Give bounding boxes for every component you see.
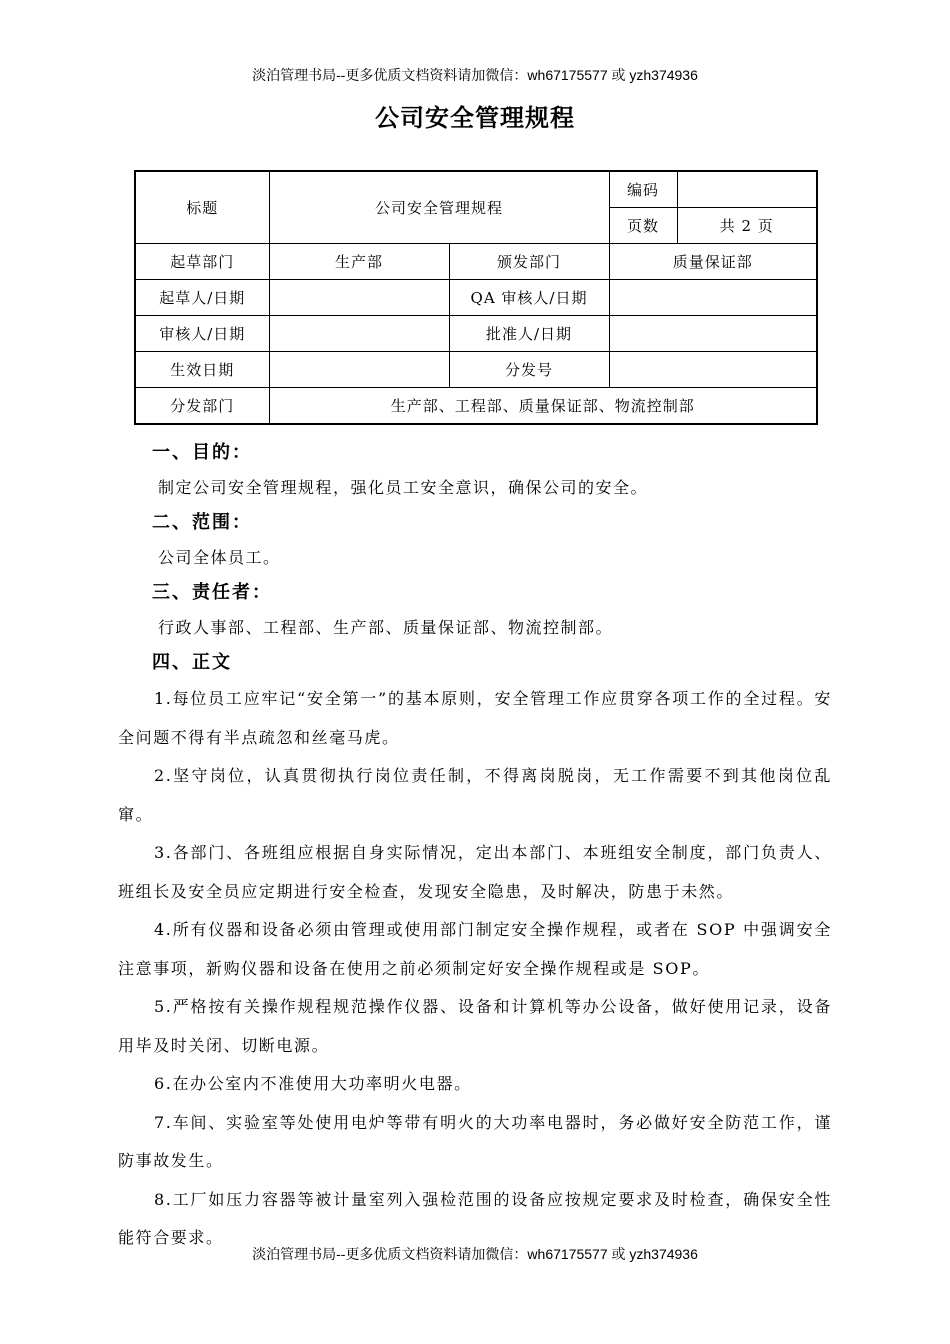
paragraph-6: 6.在办公室内不准使用大功率明火电器。 xyxy=(154,1074,472,1093)
scope-heading: 二、范围： xyxy=(152,512,252,533)
qa-reviewer-value-cell xyxy=(609,280,817,316)
paragraph-7: 7.车间、实验室等处使用电炉等带有明火的大功率电器时，务必做好安全防范工作，谨防事故发生。 xyxy=(118,1112,832,1170)
pages-label-cell: 页数 xyxy=(609,208,677,244)
title-label-cell: 标题 xyxy=(135,171,269,244)
reviewer-label-cell: 审核人/日期 xyxy=(135,316,269,352)
qa-reviewer-label-cell: QA 审核人/日期 xyxy=(449,280,609,316)
paragraph-4: 4.所有仪器和设备必须由管理或使用部门制定安全操作规程，或者在 SOP 中强调安全注意事项，新购仪器和设备在使用之前必须制定好安全操作规程或是 SOP。 xyxy=(118,920,832,978)
paragraph-1: 1.每位员工应牢记“安全第一”的基本原则，安全管理工作应贯穿各项工作的全过程。安全问题不得有半点疏忽和丝毫马虎。 xyxy=(118,689,832,747)
distribution-dept-label-cell: 分发部门 xyxy=(135,388,269,425)
drafter-label-cell: 起草人/日期 xyxy=(135,280,269,316)
pages-value-cell: 共 2 页 xyxy=(677,208,817,244)
draft-dept-label-cell: 起草部门 xyxy=(135,244,269,280)
main-text-heading: 四、正文 xyxy=(152,652,232,673)
scope-text: 公司全体员工。 xyxy=(158,548,281,567)
responsibility-text: 行政人事部、工程部、生产部、质量保证部、物流控制部。 xyxy=(158,618,614,637)
effective-date-value-cell xyxy=(269,352,449,388)
drafter-value-cell xyxy=(269,280,449,316)
reviewer-value-cell xyxy=(269,316,449,352)
document-info-table xyxy=(134,170,818,425)
footer-watermark-note: 淡泊管理书局--更多优质文档资料请加微信：wh67175577 或 yzh374936 xyxy=(252,1246,698,1262)
draft-dept-value-cell: 生产部 xyxy=(269,244,449,280)
issue-dept-value-cell: 质量保证部 xyxy=(609,244,817,280)
effective-date-label-cell: 生效日期 xyxy=(135,352,269,388)
code-label-cell: 编码 xyxy=(609,171,677,208)
approver-value-cell xyxy=(609,316,817,352)
paragraph-5: 5.严格按有关操作规程规范操作仪器、设备和计算机等办公设备，做好使用记录，设备用毕及时关闭、切断电源。 xyxy=(118,997,832,1055)
paragraph-3: 3.各部门、各班组应根据自身实际情况，定出本部门、本班组安全制度，部门负责人、班组长及安全员应定期进行安全检查，发现安全隐患，及时解决，防患于未然。 xyxy=(118,843,832,901)
responsibility-heading: 三、责任者： xyxy=(152,582,272,603)
paragraph-8: 8.工厂如压力容器等被计量室列入强检范围的设备应按规定要求及时检查，确保安全性能符合要求。 xyxy=(118,1189,832,1247)
code-value-cell xyxy=(677,171,817,208)
document-body xyxy=(118,436,832,1258)
document-title: 公司安全管理规程 xyxy=(375,104,575,132)
paragraph-2: 2.坚守岗位，认真贯彻执行岗位责任制，不得离岗脱岗，无工作需要不到其他岗位乱窜。 xyxy=(118,766,832,824)
distribution-no-label-cell: 分发号 xyxy=(449,352,609,388)
issue-dept-label-cell: 颁发部门 xyxy=(449,244,609,280)
title-value-cell: 公司安全管理规程 xyxy=(269,171,609,244)
purpose-text: 制定公司安全管理规程，强化员工安全意识，确保公司的安全。 xyxy=(158,478,649,497)
distribution-dept-value-cell: 生产部、工程部、质量保证部、物流控制部 xyxy=(269,388,817,425)
purpose-heading: 一、目的： xyxy=(152,442,252,463)
approver-label-cell: 批准人/日期 xyxy=(449,316,609,352)
header-watermark-note: 淡泊管理书局--更多优质文档资料请加微信：wh67175577 或 yzh374936 xyxy=(252,67,698,83)
distribution-no-value-cell xyxy=(609,352,817,388)
